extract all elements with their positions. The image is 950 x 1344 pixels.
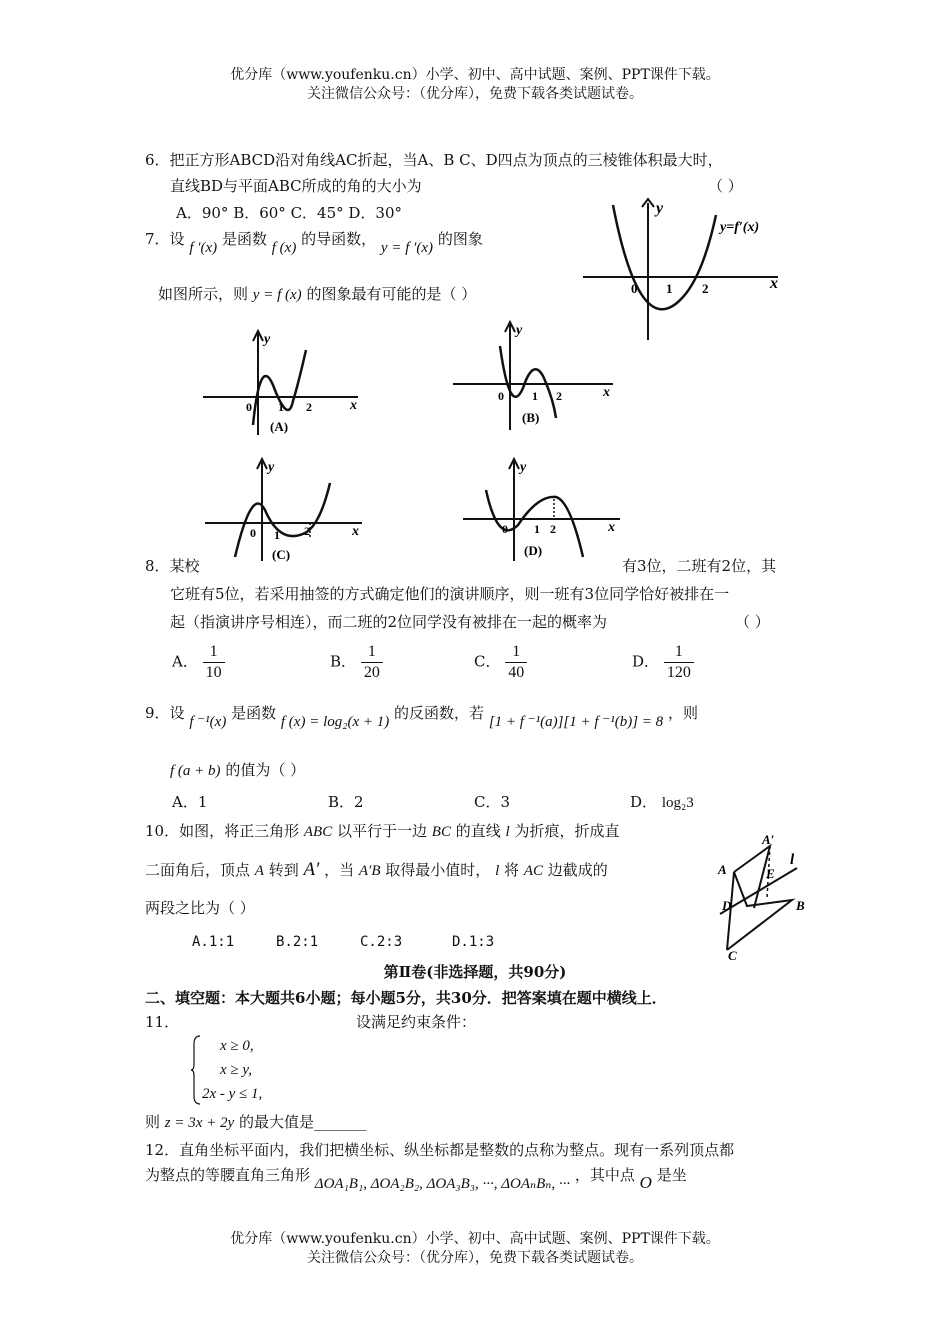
axis-x-label: x — [770, 275, 778, 292]
folded-triangle — [734, 846, 770, 908]
axis-x-label: x — [352, 524, 359, 539]
q7-text: 如图所示，则 — [158, 285, 249, 303]
q10-text: 二面角后，顶点 — [145, 861, 251, 879]
tick-1: 1 — [274, 528, 280, 542]
graph-b-label: (B) — [522, 410, 540, 425]
q7-text: 是函数 — [221, 230, 267, 248]
q12-math-o: O — [639, 1173, 652, 1192]
fraction — [203, 642, 225, 683]
left-brace-icon — [190, 1034, 202, 1106]
axis-y-label: y — [516, 323, 523, 338]
q9-math-finv: f ⁻¹(x) — [189, 714, 227, 730]
q12-text: ，其中点 — [574, 1166, 635, 1184]
fraction — [361, 642, 383, 683]
q8-line-2: 它班有5位，若采用抽签的方式确定他们的演讲顺序，则一班有3位同学恰好被排在一 — [170, 585, 730, 603]
tick-1: 1 — [534, 522, 540, 536]
q10-line-3: 两段之比为（ ） — [145, 899, 255, 917]
tick-2: 2 — [702, 281, 709, 296]
q7-line-2 — [158, 284, 476, 305]
axis-x-label: x — [608, 520, 615, 535]
fraction — [505, 642, 527, 683]
q9-text: ，则 — [667, 704, 698, 722]
q9-option-c: C．3 — [474, 793, 511, 811]
q10-text: 取得最小值时， — [385, 861, 491, 879]
denominator: 10 — [205, 664, 222, 681]
option-label: D． — [632, 652, 660, 671]
q9-line-1 — [145, 703, 810, 730]
q8-option-d — [632, 642, 694, 683]
part2-title: 第Ⅱ卷(非选择题，共90分) — [383, 963, 567, 981]
tick-1: 1 — [278, 400, 284, 414]
q9-option-d — [630, 792, 694, 813]
constraint-2: x ≥ y, — [220, 1062, 252, 1078]
axis-x-label: x — [603, 385, 610, 400]
graph-a-label: (A) — [270, 419, 289, 434]
q7-graph-c — [200, 455, 370, 565]
q10-text: 转到 — [268, 861, 299, 879]
label-a-prime: A′ — [762, 832, 775, 847]
axis-x-label: x — [350, 398, 357, 413]
denominator: 20 — [363, 664, 380, 681]
q9-math-fab: f (a + b) — [170, 763, 221, 779]
q7-graph-b — [448, 318, 618, 433]
q7-text: 的图象最有可能的是（ ） — [306, 285, 477, 303]
axis-y-label: y — [264, 332, 271, 347]
q10-text: 为折痕，折成直 — [514, 822, 620, 840]
q9-line-2 — [170, 760, 305, 781]
label-c: C — [728, 948, 737, 963]
q7-line-1 — [145, 229, 483, 256]
q8-line-3: 起（指演讲序号相连），而二班的2位同学没有被排在一起的概率为 — [170, 613, 608, 631]
tick-0: 0 — [250, 526, 256, 540]
q11-text: 的最大值是_______ — [238, 1113, 367, 1131]
tick-0: 0 — [498, 389, 504, 403]
q10-option-d: D.1:3 — [452, 934, 495, 950]
constraint-3: 2x - y ≤ 1, — [202, 1086, 263, 1102]
q6-options: A．90° B．60° C．45° D．30° — [176, 204, 403, 222]
q12-line-2 — [145, 1165, 687, 1192]
q7-graph-a — [198, 325, 368, 440]
fraction — [664, 642, 694, 683]
header-line-1: 优分库（www.youfenku.cn）小学、初中、高中试题、案例、PPT课件下载。 — [230, 67, 720, 83]
graph-d-label: (D) — [524, 543, 543, 558]
tick-1: 1 — [532, 389, 538, 403]
q12-text: 为整点的等腰直角三角形 — [145, 1166, 311, 1184]
q7-math-f: f (x) — [271, 240, 297, 256]
tick-0: 0 — [246, 400, 252, 414]
q10-math: BC — [431, 824, 451, 840]
axis-y-label: y — [268, 460, 275, 475]
tick-2: 2 — [306, 400, 312, 414]
q7-graph-d — [458, 455, 628, 565]
option-label: A． — [172, 652, 198, 671]
q8-option-b — [330, 642, 383, 683]
derivative-curve — [613, 205, 716, 309]
q11-number: 11． — [145, 1013, 180, 1031]
q10-math: A′ — [303, 859, 320, 880]
label-e: E — [766, 866, 775, 881]
q10-text: ，当 — [324, 861, 355, 879]
numerator: 1 — [203, 642, 225, 663]
denominator: 120 — [666, 664, 691, 681]
numerator: 1 — [361, 642, 383, 663]
q11-text: 设满足约束条件： — [356, 1013, 477, 1031]
header-line-2: 关注微信公众号：（优分库），免费下载各类试题试卷。 — [307, 86, 643, 102]
q10-text: 的直线 — [455, 822, 501, 840]
q10-text: 以平行于一边 — [337, 822, 428, 840]
q6-line-1: 6．把正方形ABCD沿对角线AC折起，当A、B C、D四点为顶点的三棱锥体积最大时， — [145, 151, 723, 169]
q7-math-fprime: f ′(x) — [189, 240, 218, 256]
q10-math: A — [254, 863, 264, 879]
q10-option-c: C.2:3 — [360, 934, 403, 950]
footer-line-2: 关注微信公众号：（优分库），免费下载各类试题试卷。 — [307, 1250, 643, 1266]
q10-line-1 — [145, 821, 620, 842]
q8-line-1b: 有3位，二班有2位，其 — [622, 557, 777, 575]
q9-option-b: B．2 — [328, 793, 364, 811]
q10-math: ABC — [303, 824, 333, 840]
q9-math-function: f (x) = log₂(x + 1) — [280, 714, 390, 730]
denominator: 40 — [508, 664, 525, 681]
q12-line-1: 12．直角坐标平面内，我们把横坐标、纵坐标都是整数的点称为整点。现有一系列顶点都 — [145, 1141, 735, 1159]
q7-text: 7．设 — [145, 230, 185, 248]
axis-y-label: y — [520, 460, 527, 475]
q8-option-a — [172, 642, 225, 683]
axis-y-label: y — [656, 200, 664, 217]
q11-line-2 — [145, 1112, 367, 1133]
q8-line-1a: 8．某校 — [145, 557, 200, 575]
q10-text: 10．如图，将正三角形 — [145, 822, 300, 840]
q8-option-c — [474, 642, 527, 683]
q10-math: l — [495, 863, 500, 879]
curve — [500, 346, 556, 418]
option-label: D． — [630, 793, 658, 811]
q10-text: 边截成的 — [547, 861, 608, 879]
q9-text: 9．设 — [145, 704, 185, 722]
q10-math: A′B — [358, 863, 381, 879]
q10-option-b: B.2:1 — [276, 934, 319, 950]
option-label: C． — [474, 652, 501, 671]
q12-text: 是坐 — [656, 1166, 687, 1184]
graph-c-label: (C) — [272, 547, 291, 562]
q10-math: AC — [523, 863, 543, 879]
tick-2: 2 — [550, 522, 556, 536]
q7-text: 的图象 — [437, 230, 483, 248]
numerator: 1 — [505, 642, 527, 663]
label-l: l — [790, 852, 795, 868]
q11-text: 则 — [145, 1113, 161, 1131]
tick-2: 2 — [304, 524, 310, 538]
q9-option-d-math: log₂3 — [661, 795, 694, 811]
curve-label: y=f′(x) — [720, 220, 760, 235]
q11-math: z = 3x + 2y — [164, 1115, 235, 1131]
q9-option-a: A．1 — [172, 793, 208, 811]
tick-1: 1 — [666, 281, 673, 296]
q9-text: 的反函数，若 — [394, 704, 485, 722]
q7-math-y-f: y = f (x) — [252, 287, 302, 303]
q6-line-2: 直线BD与平面ABC所成的角的大小为 — [170, 177, 422, 195]
tick-0: 0 — [631, 281, 638, 296]
q10-option-a: A.1:1 — [192, 934, 235, 950]
section-title: 二、填空题：本大题共6小题；每小题5分，共30分．把答案填在题中横线上． — [145, 989, 667, 1007]
q12-math-triangles: ΔOA₁B₁, ΔOA₂B₂, ΔOA₃B₃, ···, ΔOAₙBₙ, ··· — [314, 1176, 571, 1192]
q8-answer-paren: （ ） — [735, 613, 770, 631]
curve — [235, 483, 330, 557]
q6-answer-paren: （ ） — [708, 177, 743, 195]
q10-math: l — [505, 824, 510, 840]
q7-text: 的导函数， — [301, 230, 377, 248]
label-d: D — [722, 898, 732, 913]
q9-math-condition: [1 + f ⁻¹(a)][1 + f ⁻¹(b)] = 8 — [488, 714, 664, 730]
label-b: B — [796, 898, 805, 913]
q10-fold-figure — [712, 828, 817, 963]
numerator: 1 — [664, 642, 694, 663]
q10-text: 将 — [504, 861, 520, 879]
constraint-1: x ≥ 0, — [220, 1038, 254, 1054]
label-a: A — [718, 862, 727, 877]
footer-line-1: 优分库（www.youfenku.cn）小学、初中、高中试题、案例、PPT课件下载。 — [230, 1231, 720, 1247]
q7-math-y-fprime: y = f ′(x) — [380, 240, 434, 256]
q10-line-2 — [145, 860, 608, 881]
option-label: B． — [330, 652, 357, 671]
tick-2: 2 — [556, 389, 562, 403]
tick-0: 0 — [502, 522, 508, 536]
q9-text: 的值为（ ） — [225, 761, 306, 779]
q9-text: 是函数 — [231, 704, 277, 722]
